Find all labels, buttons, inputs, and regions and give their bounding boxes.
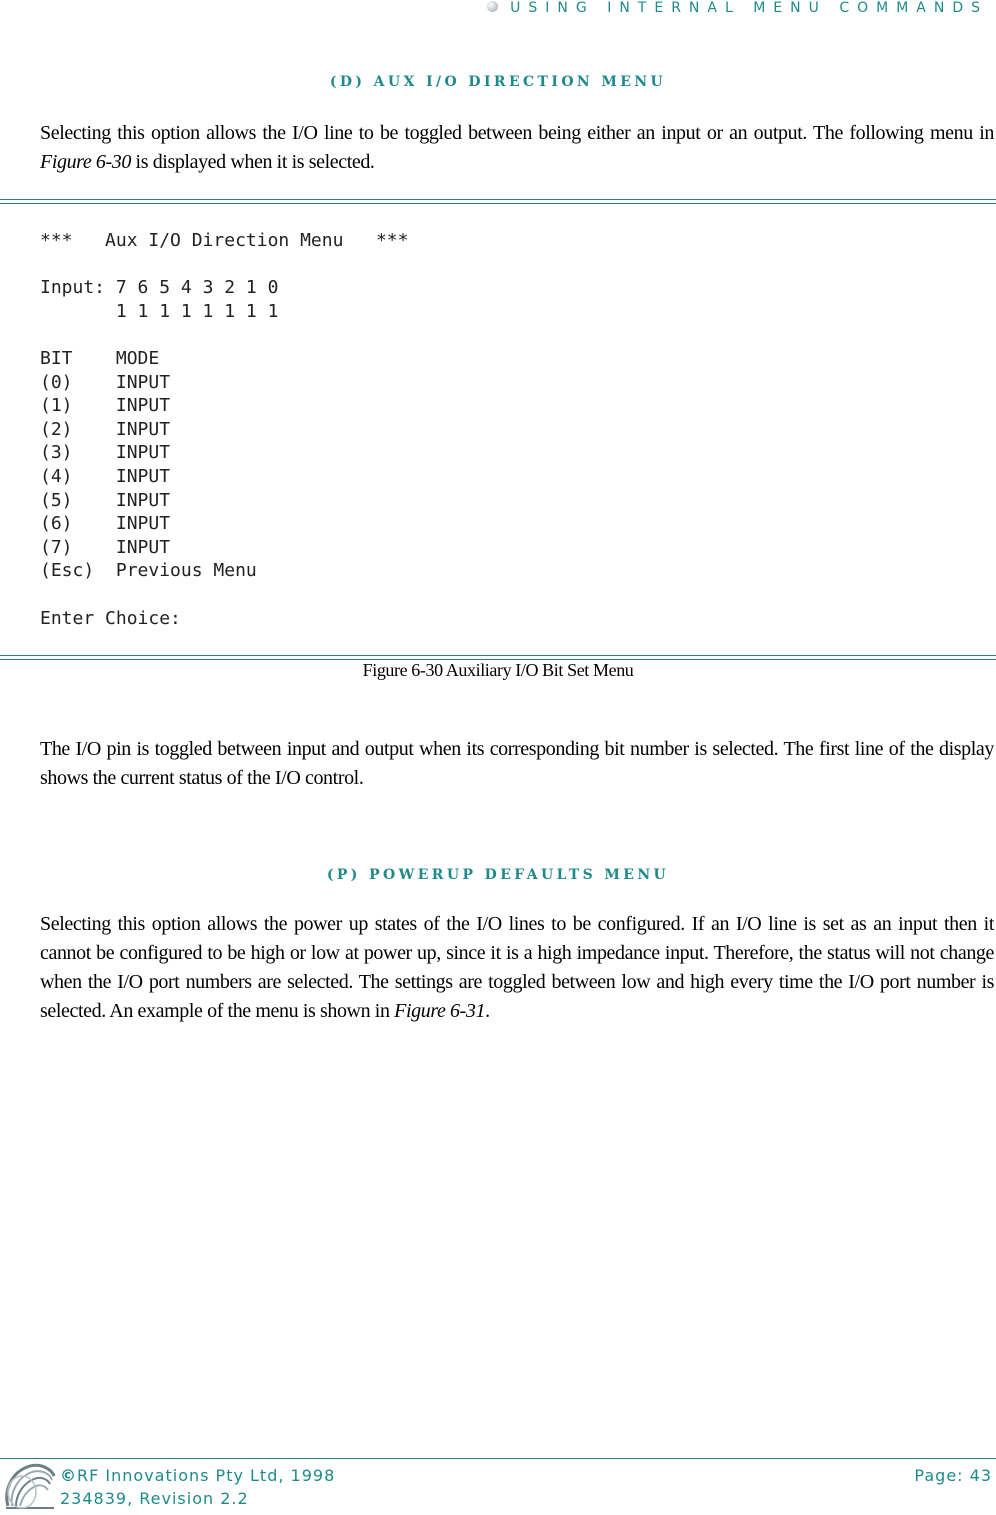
menu-row-3 xyxy=(40,442,170,463)
row-mode: Previous Menu xyxy=(115,560,257,582)
menu-row-4 xyxy=(40,466,170,487)
row-key: (6) xyxy=(40,513,73,535)
running-header xyxy=(487,0,988,16)
menu-row-6 xyxy=(40,513,170,534)
toggle-paragraph: The I/O pin is toggled between input and output when its corresponding bit number is selected. The first line of the display shows the current status of the I/O control. xyxy=(40,738,994,789)
row-mode: INPUT xyxy=(115,489,171,511)
document-number: 234839, Revision 2.2 xyxy=(60,1489,249,1508)
menu-row-7 xyxy=(40,537,170,558)
row-mode: INPUT xyxy=(115,371,171,393)
bullet-icon xyxy=(487,1,498,12)
menu-row-2 xyxy=(40,419,170,440)
input-label: Input: xyxy=(40,277,106,299)
row-key: (4) xyxy=(40,465,73,487)
powerup-text-end: . xyxy=(485,1000,490,1022)
row-key: (2) xyxy=(40,418,73,440)
figure-ref-6-31: Figure 6-31 xyxy=(394,1000,486,1022)
company-name: RF Innovations Pty Ltd, 1998 xyxy=(77,1466,336,1485)
enter-choice-prompt: Enter Choice: xyxy=(40,607,181,629)
section-heading-aux-io: (D) AUX I/O DIRECTION MENU xyxy=(329,74,667,90)
menu-row-esc xyxy=(40,560,257,581)
page-number: Page: 43 xyxy=(914,1466,992,1485)
footer-copyright xyxy=(60,1464,335,1487)
section-heading-powerup: (P) POWERUP DEFAULTS MENU xyxy=(326,867,670,883)
menu-row-1 xyxy=(40,395,170,416)
row-mode: INPUT xyxy=(115,442,171,464)
row-mode: INPUT xyxy=(115,536,171,558)
menu-title: *** Aux I/O Direction Menu *** xyxy=(40,230,409,251)
company-logo-icon xyxy=(2,1462,56,1512)
bit-numbers: 7 6 5 4 3 2 1 0 xyxy=(115,277,279,299)
figure-top-rule xyxy=(0,199,996,204)
footer-rule xyxy=(0,1458,996,1459)
menu-row-5 xyxy=(40,490,170,511)
row-key: (3) xyxy=(40,442,73,464)
row-mode: INPUT xyxy=(115,418,171,440)
powerup-text: Selecting this option allows the power up states of the I/O lines to be configured. If an I/O line is set as an input then it cannot be configured to be high or low at power up, since it is a high impedance input. Therefore, the status will not change when the I/O port numbers are selected. The settings are toggled between low and high every time the I/O port number is selected. An example of the menu is shown in xyxy=(40,913,994,1022)
powerup-paragraph xyxy=(40,910,994,1026)
row-mode: INPUT xyxy=(115,513,171,535)
running-title: USING INTERNAL MENU COMMANDS xyxy=(510,0,988,16)
menu-row-0 xyxy=(40,372,170,393)
figure-ref-6-30: Figure 6-30 xyxy=(40,151,131,173)
figure-caption: Figure 6-30 Auxiliary I/O Bit Set Menu xyxy=(362,660,634,680)
row-key: (7) xyxy=(40,536,73,558)
row-key: (5) xyxy=(40,489,73,511)
row-mode: INPUT xyxy=(115,465,171,487)
bit-values: 1 1 1 1 1 1 1 1 xyxy=(115,300,279,322)
copyright-symbol: © xyxy=(60,1466,77,1485)
row-key: (Esc) xyxy=(40,560,95,582)
row-mode: INPUT xyxy=(115,395,171,417)
aux-io-intro-paragraph xyxy=(40,119,994,177)
intro-text-end: is displayed when it is selected. xyxy=(130,151,375,173)
intro-text: Selecting this option allows the I/O line to be toggled between being either an input or an output. The following menu in xyxy=(40,122,994,144)
row-key: (1) xyxy=(40,395,73,417)
column-bit: BIT xyxy=(40,347,73,369)
footer-left xyxy=(60,1464,335,1510)
terminal-menu-screen xyxy=(40,229,408,630)
row-key: (0) xyxy=(40,371,73,393)
column-mode: MODE xyxy=(115,347,160,369)
